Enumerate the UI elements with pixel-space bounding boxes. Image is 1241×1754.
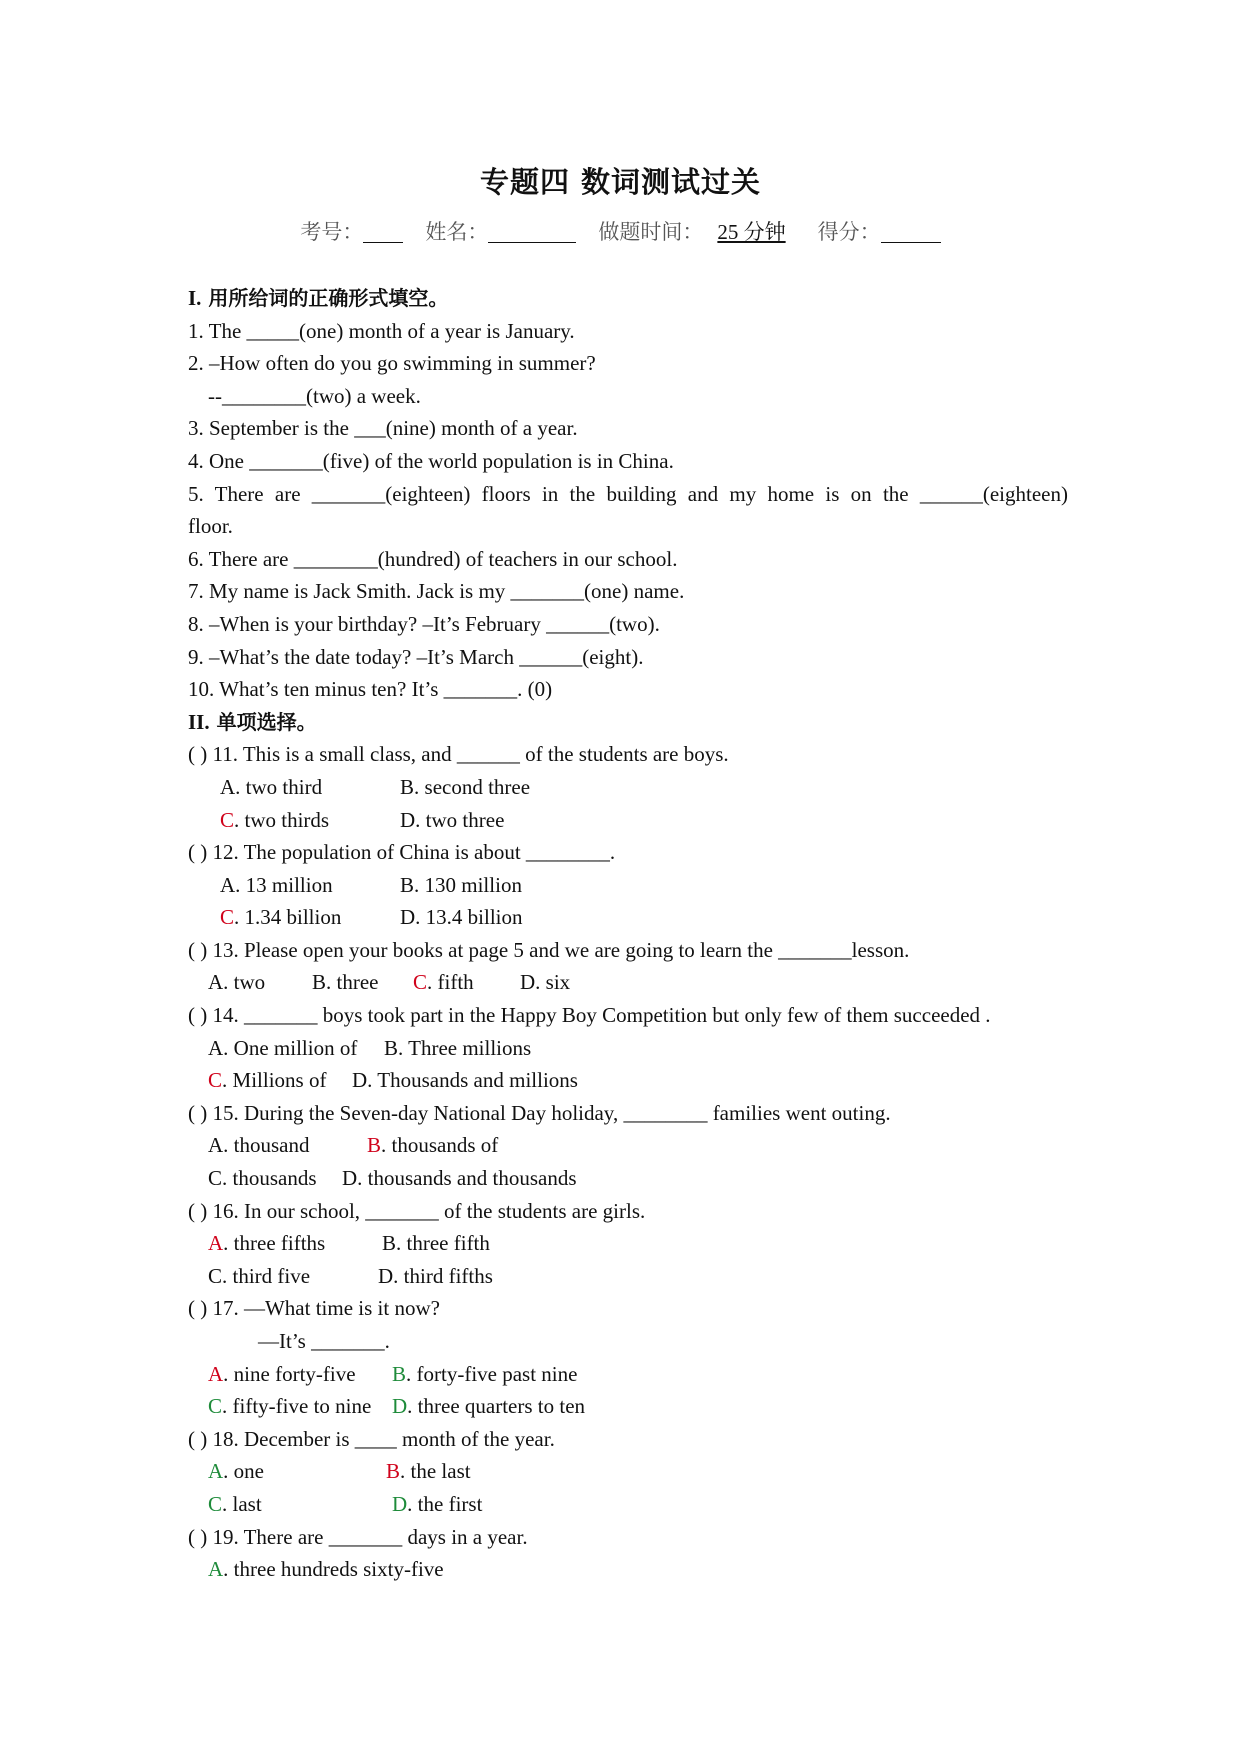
options-row xyxy=(188,1032,1068,1065)
options-row xyxy=(188,1260,1068,1293)
option-a: A. two xyxy=(208,970,266,995)
option-d: D. Thousands and millions xyxy=(352,1068,578,1093)
option-a: A. thousand xyxy=(208,1133,310,1158)
worksheet-content xyxy=(188,282,1068,1586)
options-row xyxy=(188,1129,1068,1162)
answer-letter-green: D xyxy=(392,1394,408,1419)
options-row xyxy=(188,1488,1068,1521)
answer-letter-green: C xyxy=(208,1394,223,1419)
question-13: ( ) 13. Please open your books at page 5 and we are going to learn the _______lesson. xyxy=(188,937,910,962)
answer-key-letter: C xyxy=(208,1068,223,1093)
question-1: 1. The _____(one) month of a year is January. xyxy=(188,318,575,343)
options-row xyxy=(188,804,1068,837)
question-17: ( ) 17. —What time is it now? xyxy=(188,1296,440,1321)
option-a: A. nine forty-five xyxy=(208,1361,356,1386)
option-d: D. third fifths xyxy=(378,1263,493,1288)
option-b: B. three fifth xyxy=(382,1231,490,1256)
answer-letter-green: C xyxy=(208,1491,223,1516)
question-8: 8. –When is your birthday? –It’s February ______(two). xyxy=(188,611,660,636)
section-heading: I. 用所给词的正确形式填空。 xyxy=(188,286,449,310)
question-9: 9. –What’s the date today? –It’s March ______(eight). xyxy=(188,644,644,669)
exam-no-blank xyxy=(363,222,403,243)
option-a: A. three hundreds sixty-five xyxy=(208,1557,444,1582)
option-a: A. 13 million xyxy=(220,872,333,897)
option-b: B. Three millions xyxy=(384,1035,532,1060)
question-2-answer-line: --________(two) a week. xyxy=(208,383,421,408)
option-a: A. one xyxy=(208,1459,264,1484)
answer-letter-green: D xyxy=(392,1491,408,1516)
answer-key-letter: A xyxy=(208,1231,224,1256)
options-row xyxy=(188,1227,1068,1260)
answer-key-letter: C xyxy=(413,970,428,995)
question-16: ( ) 16. In our school, _______ of the students are girls. xyxy=(188,1198,646,1223)
options-row xyxy=(188,1455,1068,1488)
question-19: ( ) 19. There are _______ days in a year. xyxy=(188,1524,528,1549)
question-17-answer-line: —It’s _______. xyxy=(258,1329,390,1353)
time-label: 做题时间： xyxy=(598,220,704,244)
options-row xyxy=(188,1553,1068,1586)
question-18: ( ) 18. December is ____ month of the year. xyxy=(188,1426,555,1451)
answer-letter-green: B xyxy=(392,1361,407,1386)
answer-key-letter: C xyxy=(220,905,235,930)
option-a: A. two third xyxy=(220,774,323,799)
answer-key-letter: B xyxy=(367,1133,382,1158)
question-5-continued: floor. xyxy=(188,514,233,539)
option-a: A. One million of xyxy=(208,1035,358,1060)
option-b: B. the last xyxy=(386,1459,471,1484)
question-4: 4. One _______(five) of the world population is in China. xyxy=(188,448,674,473)
options-row xyxy=(188,1358,1068,1391)
option-c: C. fifty-five to nine xyxy=(208,1394,372,1419)
option-b: B. 130 million xyxy=(400,872,522,897)
option-d: D. thousands and thousands xyxy=(342,1166,577,1191)
option-d: D. the first xyxy=(392,1491,483,1516)
option-d: D. six xyxy=(520,970,571,995)
option-c: C. 1.34 billion xyxy=(220,905,342,930)
question-11: ( ) 11. This is a small class, and ______ of the students are boys. xyxy=(188,742,729,767)
question-6: 6. There are ________(hundred) of teachers in our school. xyxy=(188,546,678,571)
options-row xyxy=(188,869,1068,902)
score-blank xyxy=(881,222,941,243)
options-row xyxy=(188,966,1068,999)
answer-key-letter: C xyxy=(220,807,235,832)
options-row xyxy=(188,901,1068,934)
question-10: 10. What’s ten minus ten? It’s _______. (0) xyxy=(188,677,553,702)
options-row xyxy=(188,1390,1068,1423)
option-b: B. forty-five past nine xyxy=(392,1361,578,1386)
question-7: 7. My name is Jack Smith. Jack is my _______(one) name. xyxy=(188,579,685,604)
option-b: B. thousands of xyxy=(367,1133,499,1158)
question-2: 2. –How often do you go swimming in summer? xyxy=(188,351,596,376)
option-d: D. two three xyxy=(400,807,505,832)
option-c: C. third five xyxy=(208,1263,311,1288)
options-row xyxy=(188,771,1068,804)
question-3: 3. September is the ___(nine) month of a year. xyxy=(188,416,578,441)
option-d: D. 13.4 billion xyxy=(400,905,523,930)
option-c: C. last xyxy=(208,1491,262,1516)
section-heading: II. 单项选择。 xyxy=(188,709,317,734)
option-c: C. thousands xyxy=(208,1166,317,1191)
question-14: ( ) 14. _______ boys took part in the Happy Boy Competition but only few of them succeeded . xyxy=(188,1003,991,1028)
name-label: 姓名： xyxy=(425,220,489,244)
option-c: C. Millions of xyxy=(208,1068,327,1093)
option-b: B. second three xyxy=(400,774,531,799)
exam-no-label: 考号： xyxy=(300,220,364,244)
question-15: ( ) 15. During the Seven-day National Day holiday, ________ families went outing. xyxy=(188,1100,891,1125)
options-row xyxy=(188,1162,1068,1195)
options-row xyxy=(188,1064,1068,1097)
answer-letter-green: A xyxy=(208,1557,224,1582)
page-title: 专题四 数词测试过关 xyxy=(479,165,762,199)
answer-letter-green: A xyxy=(208,1459,224,1484)
question-5: 5. There are _______(eighteen) floors in the building and my home is on the ______(eighteen) xyxy=(188,481,1068,506)
time-value: 25 分钟 xyxy=(717,220,786,244)
option-c: C. two thirds xyxy=(220,807,330,832)
question-12: ( ) 12. The population of China is about ________. xyxy=(188,840,616,865)
name-blank xyxy=(488,222,576,243)
option-d: D. three quarters to ten xyxy=(392,1394,586,1419)
student-info-line xyxy=(0,216,1241,246)
option-a: A. three fifths xyxy=(208,1231,326,1256)
score-label: 得分： xyxy=(817,220,881,244)
option-b: B. three xyxy=(312,970,379,995)
option-c: C. fifth xyxy=(413,970,474,995)
answer-key-letter: A xyxy=(208,1361,224,1386)
answer-key-letter: B xyxy=(386,1459,401,1484)
